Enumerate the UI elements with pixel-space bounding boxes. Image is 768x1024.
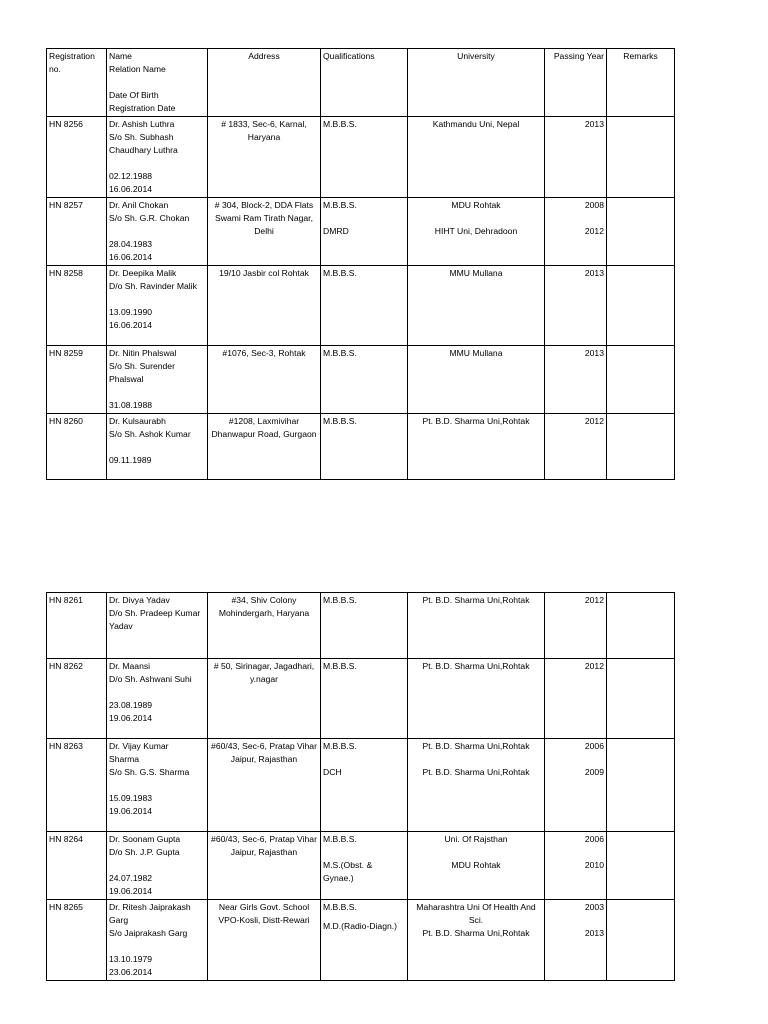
header-reg: Registration no. — [47, 49, 107, 117]
university-cell: Pt. B.D. Sharma Uni,Rohtak Pt. B.D. Sharma Uni,Rohtak — [408, 739, 545, 832]
university-cell: MMU Mullana — [408, 266, 545, 346]
registration-table-2 — [46, 592, 675, 981]
qualification-cell: M.B.B.S. M.S.(Obst. & Gynae.) — [321, 832, 408, 900]
address-cell: #1208, Laxmivihar Dhanwapur Road, Gurgaon — [208, 414, 321, 480]
qualification-cell: M.B.B.S. — [321, 593, 408, 659]
remarks-cell — [607, 266, 675, 346]
passing-year-cell: 2003 2013 — [545, 900, 607, 981]
address-cell: #60/43, Sec-6, Pratap Vihar Jaipur, Rajasthan — [208, 832, 321, 900]
reg-no: HN 8256 — [47, 117, 107, 198]
address-cell: # 1833, Sec-6, Karnal, Haryana — [208, 117, 321, 198]
name-cell: Dr. Soonam Gupta D/o Sh. J.P. Gupta 24.07.1982 19.06.2014 — [107, 832, 208, 900]
remarks-cell — [607, 593, 675, 659]
university-cell: MDU Rohtak HIHT Uni, Dehradoon — [408, 198, 545, 266]
name-cell: Dr. Ritesh Jaiprakash Garg S/o Jaiprakash Garg 13.10.1979 23.06.2014 — [107, 900, 208, 981]
header-university: University — [408, 49, 545, 117]
passing-year-cell: 2013 — [545, 266, 607, 346]
table-row — [47, 414, 675, 480]
header-name: Name Relation Name Date Of Birth Registration Date — [107, 49, 208, 117]
passing-year-cell: 2008 2012 — [545, 198, 607, 266]
address-cell: 19/10 Jasbir col Rohtak — [208, 266, 321, 346]
header-row — [47, 49, 675, 117]
reg-no: HN 8260 — [47, 414, 107, 480]
table-row — [47, 593, 675, 659]
university-cell: MMU Mullana — [408, 346, 545, 414]
remarks-cell — [607, 659, 675, 739]
registration-table-1 — [46, 48, 675, 480]
name-cell: Dr. Divya Yadav D/o Sh. Pradeep Kumar Yadav — [107, 593, 208, 659]
header-qualifications: Qualifications — [321, 49, 408, 117]
qualification-cell: M.B.B.S. — [321, 414, 408, 480]
remarks-cell — [607, 900, 675, 981]
table-row — [47, 266, 675, 346]
passing-year-cell: 2013 — [545, 117, 607, 198]
qualification-cell: M.B.B.S. — [321, 266, 408, 346]
table-row — [47, 659, 675, 739]
address-cell: #60/43, Sec-6, Pratap Vihar Jaipur, Rajasthan — [208, 739, 321, 832]
header-remarks: Remarks — [607, 49, 675, 117]
qualification-cell: M.B.B.S. — [321, 659, 408, 739]
remarks-cell — [607, 346, 675, 414]
name-cell: Dr. Nitin Phalswal S/o Sh. Surender Phalswal 31.08.1988 — [107, 346, 208, 414]
university-cell: Pt. B.D. Sharma Uni,Rohtak — [408, 414, 545, 480]
reg-no: HN 8262 — [47, 659, 107, 739]
university-cell: Pt. B.D. Sharma Uni,Rohtak — [408, 593, 545, 659]
name-cell: Dr. Vijay Kumar Sharma S/o Sh. G.S. Sharma 15.09.1983 19.06.2014 — [107, 739, 208, 832]
table-row — [47, 900, 675, 981]
name-cell: Dr. Anil Chokan S/o Sh. G.R. Chokan 28.04.1983 16.06.2014 — [107, 198, 208, 266]
reg-no: HN 8265 — [47, 900, 107, 981]
address-cell: Near Girls Govt. School VPO-Kosli, Distt-Rewari — [208, 900, 321, 981]
header-passing-year: Passing Year — [545, 49, 607, 117]
remarks-cell — [607, 739, 675, 832]
address-cell: #34, Shiv Colony Mohindergarh, Haryana — [208, 593, 321, 659]
reg-no: HN 8257 — [47, 198, 107, 266]
university-cell: Pt. B.D. Sharma Uni,Rohtak — [408, 659, 545, 739]
address-cell: #1076, Sec-3, Rohtak — [208, 346, 321, 414]
passing-year-cell: 2006 2010 — [545, 832, 607, 900]
table-row — [47, 198, 675, 266]
passing-year-cell: 2012 — [545, 659, 607, 739]
address-cell: # 304, Block-2, DDA Flats Swami Ram Tirath Nagar, Delhi — [208, 198, 321, 266]
qualification-cell: M.B.B.S. — [321, 346, 408, 414]
passing-year-cell: 2013 — [545, 346, 607, 414]
name-cell: Dr. Deepika Malik D/o Sh. Ravinder Malik 13.09.1990 16.06.2014 — [107, 266, 208, 346]
reg-no: HN 8263 — [47, 739, 107, 832]
reg-no: HN 8264 — [47, 832, 107, 900]
header-address: Address — [208, 49, 321, 117]
table-row — [47, 117, 675, 198]
remarks-cell — [607, 198, 675, 266]
qualification-cell: M.B.B.S. M.D.(Radio-Diagn.) — [321, 900, 408, 981]
reg-no: HN 8259 — [47, 346, 107, 414]
reg-no: HN 8261 — [47, 593, 107, 659]
university-cell: Uni. Of Rajsthan MDU Rohtak — [408, 832, 545, 900]
passing-year-cell: 2012 — [545, 593, 607, 659]
name-cell: Dr. Maansi D/o Sh. Ashwani Suhi 23.08.1989 19.06.2014 — [107, 659, 208, 739]
name-cell: Dr. Kulsaurabh S/o Sh. Ashok Kumar 09.11.1989 — [107, 414, 208, 480]
table-row — [47, 832, 675, 900]
passing-year-cell: 2012 — [545, 414, 607, 480]
remarks-cell — [607, 414, 675, 480]
university-cell: Maharashtra Uni Of Health And Sci. Pt. B.D. Sharma Uni,Rohtak — [408, 900, 545, 981]
table-row — [47, 739, 675, 832]
name-cell: Dr. Ashish Luthra S/o Sh. Subhash Chaudhary Luthra 02.12.1988 16.06.2014 — [107, 117, 208, 198]
university-cell: Kathmandu Uni, Nepal — [408, 117, 545, 198]
table-row — [47, 346, 675, 414]
reg-no: HN 8258 — [47, 266, 107, 346]
remarks-cell — [607, 832, 675, 900]
passing-year-cell: 2006 2009 — [545, 739, 607, 832]
qualification-cell: M.B.B.S. — [321, 117, 408, 198]
qualification-cell: M.B.B.S. DCH — [321, 739, 408, 832]
remarks-cell — [607, 117, 675, 198]
address-cell: # 50, Sirinagar, Jagadhari, y.nagar — [208, 659, 321, 739]
qualification-cell: M.B.B.S. DMRD — [321, 198, 408, 266]
